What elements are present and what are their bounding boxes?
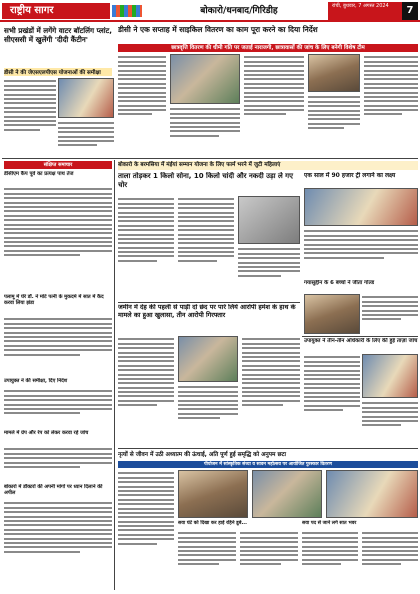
story-1-headline: सभी प्रखंडों में लगेंगे वाटर बॉटलिंग प्लांट, सीएससी में खुलेंगी 'दीदी कैंटीन' bbox=[4, 26, 112, 44]
story-6-photo bbox=[304, 188, 418, 226]
story-2-body-5 bbox=[364, 54, 418, 154]
story-2-subhead: छात्रवृत्ति वितरण की धीमी गति पर जताई नाराजगी, छात्रावासों की जांच के लिए बनेगी विशेष टीम bbox=[118, 44, 418, 52]
story-7-body bbox=[362, 294, 418, 334]
story-14-subhead: पीयोजन में सांस्कृतिक संध्या व सावन महोत्सव पर आयोजित पुरस्कार वितरण bbox=[118, 461, 418, 468]
story-8-headline: पलामू में घेरे डॉ. ने मोटे पत्नी के मुकदमे में सात में कैद करवा लिया झंडा bbox=[4, 294, 104, 307]
story-2-body-4 bbox=[308, 94, 360, 154]
story-9-body bbox=[4, 388, 112, 428]
story-2-body-3 bbox=[244, 54, 304, 154]
story-12-body bbox=[304, 354, 360, 446]
story-9-headline: उपायुक्त ने की समीक्षा, दिए निर्देश bbox=[4, 378, 68, 384]
story-3-headline: डीसीएम कैंप पूर्व का प्रत्यक्ष पाथ तेज bbox=[4, 171, 74, 177]
story-4-headline: बोकारो के बरमसिया में मंईयां सम्मान योजना के लिए फार्म भरने में जुटी महिलाएं bbox=[118, 161, 418, 170]
story-14-photo-2 bbox=[252, 470, 322, 518]
story-8-body bbox=[4, 316, 112, 376]
story-14-photo-3 bbox=[326, 470, 418, 518]
story-20-body bbox=[4, 500, 112, 590]
story-15-body-2 bbox=[240, 530, 298, 590]
story-11-body bbox=[118, 336, 174, 446]
story-5-photo bbox=[238, 196, 300, 244]
story-1-subhead: डीसी ने की जेएसएलपीएस योजनाओं की समीक्षा bbox=[4, 68, 112, 76]
top-divider bbox=[2, 158, 418, 159]
story-16-body-2 bbox=[362, 530, 418, 590]
story-2-photo bbox=[170, 54, 240, 104]
brand-logo: राष्ट्रीय सागर bbox=[2, 3, 110, 19]
story-10-headline: मामले में ग्रेप और रेप को लेकर करवा रहे जांच bbox=[4, 430, 89, 436]
story-16-body bbox=[302, 530, 358, 590]
story-15-headline: सवा घंटे को दिखा कर हाई रहिने डूबे... bbox=[178, 521, 247, 526]
story-16-headline: सवा पद से जाने लगे सात भवर bbox=[302, 521, 357, 526]
story-5-headline: ताला तोड़कर 1 किलो सोना, 10 किलो चांदी और नकदी उड़ा ले गए चोर bbox=[118, 172, 293, 189]
story-20-headline: बोकारो में डॉक्टरों की अपनी मांगों पर ध्यान दिलाने की अपील bbox=[4, 484, 103, 497]
left-column-divider bbox=[114, 160, 115, 590]
middle-divider bbox=[118, 302, 300, 303]
story-2-photo-2 bbox=[308, 54, 360, 92]
story-14-photo-1 bbox=[178, 470, 248, 518]
story-15-body bbox=[178, 530, 236, 590]
right-divider bbox=[302, 336, 418, 337]
story-12-photo bbox=[362, 354, 418, 398]
story-6-body bbox=[304, 228, 418, 278]
story-11-photo bbox=[178, 336, 238, 382]
story-12-body-2 bbox=[362, 400, 418, 446]
brand-color-strip bbox=[112, 5, 142, 17]
story-2-headline: डीसी ने एक सप्ताह में साइकिल वितरण का काम पूरा करने का दिया निर्देश bbox=[118, 25, 318, 34]
story-11-body-2 bbox=[178, 384, 238, 446]
story-5-body bbox=[118, 196, 174, 300]
story-3-body bbox=[4, 186, 112, 292]
story-7-headline: गयासुद्दीन के 6 बच्चों ने जीता गोल्ड bbox=[304, 280, 375, 286]
story-5-body-2 bbox=[178, 196, 234, 300]
masthead bbox=[0, 0, 420, 22]
story-14-body bbox=[118, 470, 174, 590]
date-line: रांची, बुधवार, 7 अगस्त 2024 bbox=[328, 2, 402, 20]
story-6-headline: एक साल में 90 हजार ट्री लगाने का लक्ष्य bbox=[304, 172, 396, 179]
section-banner: संक्षिप्त समाचार bbox=[4, 161, 112, 169]
story-12-headline: उपायुक्त ने तीन-तीन अधिकारी के लिए की हुई ताज़ा जांच bbox=[304, 338, 418, 344]
story-2-body-2 bbox=[170, 106, 240, 154]
story-1-body bbox=[4, 78, 56, 158]
story-11-body-3 bbox=[242, 336, 300, 446]
story-14-headline: नृत्यों से जीवन में उठी अध्यात्म की ऊंचाई, अति पूर्ण हुई समृद्धि को अनुपम छटा bbox=[118, 452, 286, 458]
edition-title: बोकारो/धनबाद/गिरिडीह bbox=[200, 6, 278, 16]
story-2-body bbox=[118, 54, 166, 154]
story-11-headline: जमीन में देह की पहली से पाड़ी दो छंद पर पारे लिये आरोपी हमेश के हाथ के मामले का हुआ खुलासा, तीन आरोपी गिरफ्तार bbox=[118, 304, 296, 319]
story-7-photo bbox=[304, 294, 360, 334]
page-number: 7 bbox=[402, 2, 418, 20]
bottom-band-divider bbox=[118, 448, 418, 449]
story-1-photo bbox=[58, 78, 114, 118]
story-1-body-2 bbox=[58, 120, 114, 158]
story-5-body-3 bbox=[238, 246, 300, 300]
story-10-body bbox=[4, 446, 112, 482]
